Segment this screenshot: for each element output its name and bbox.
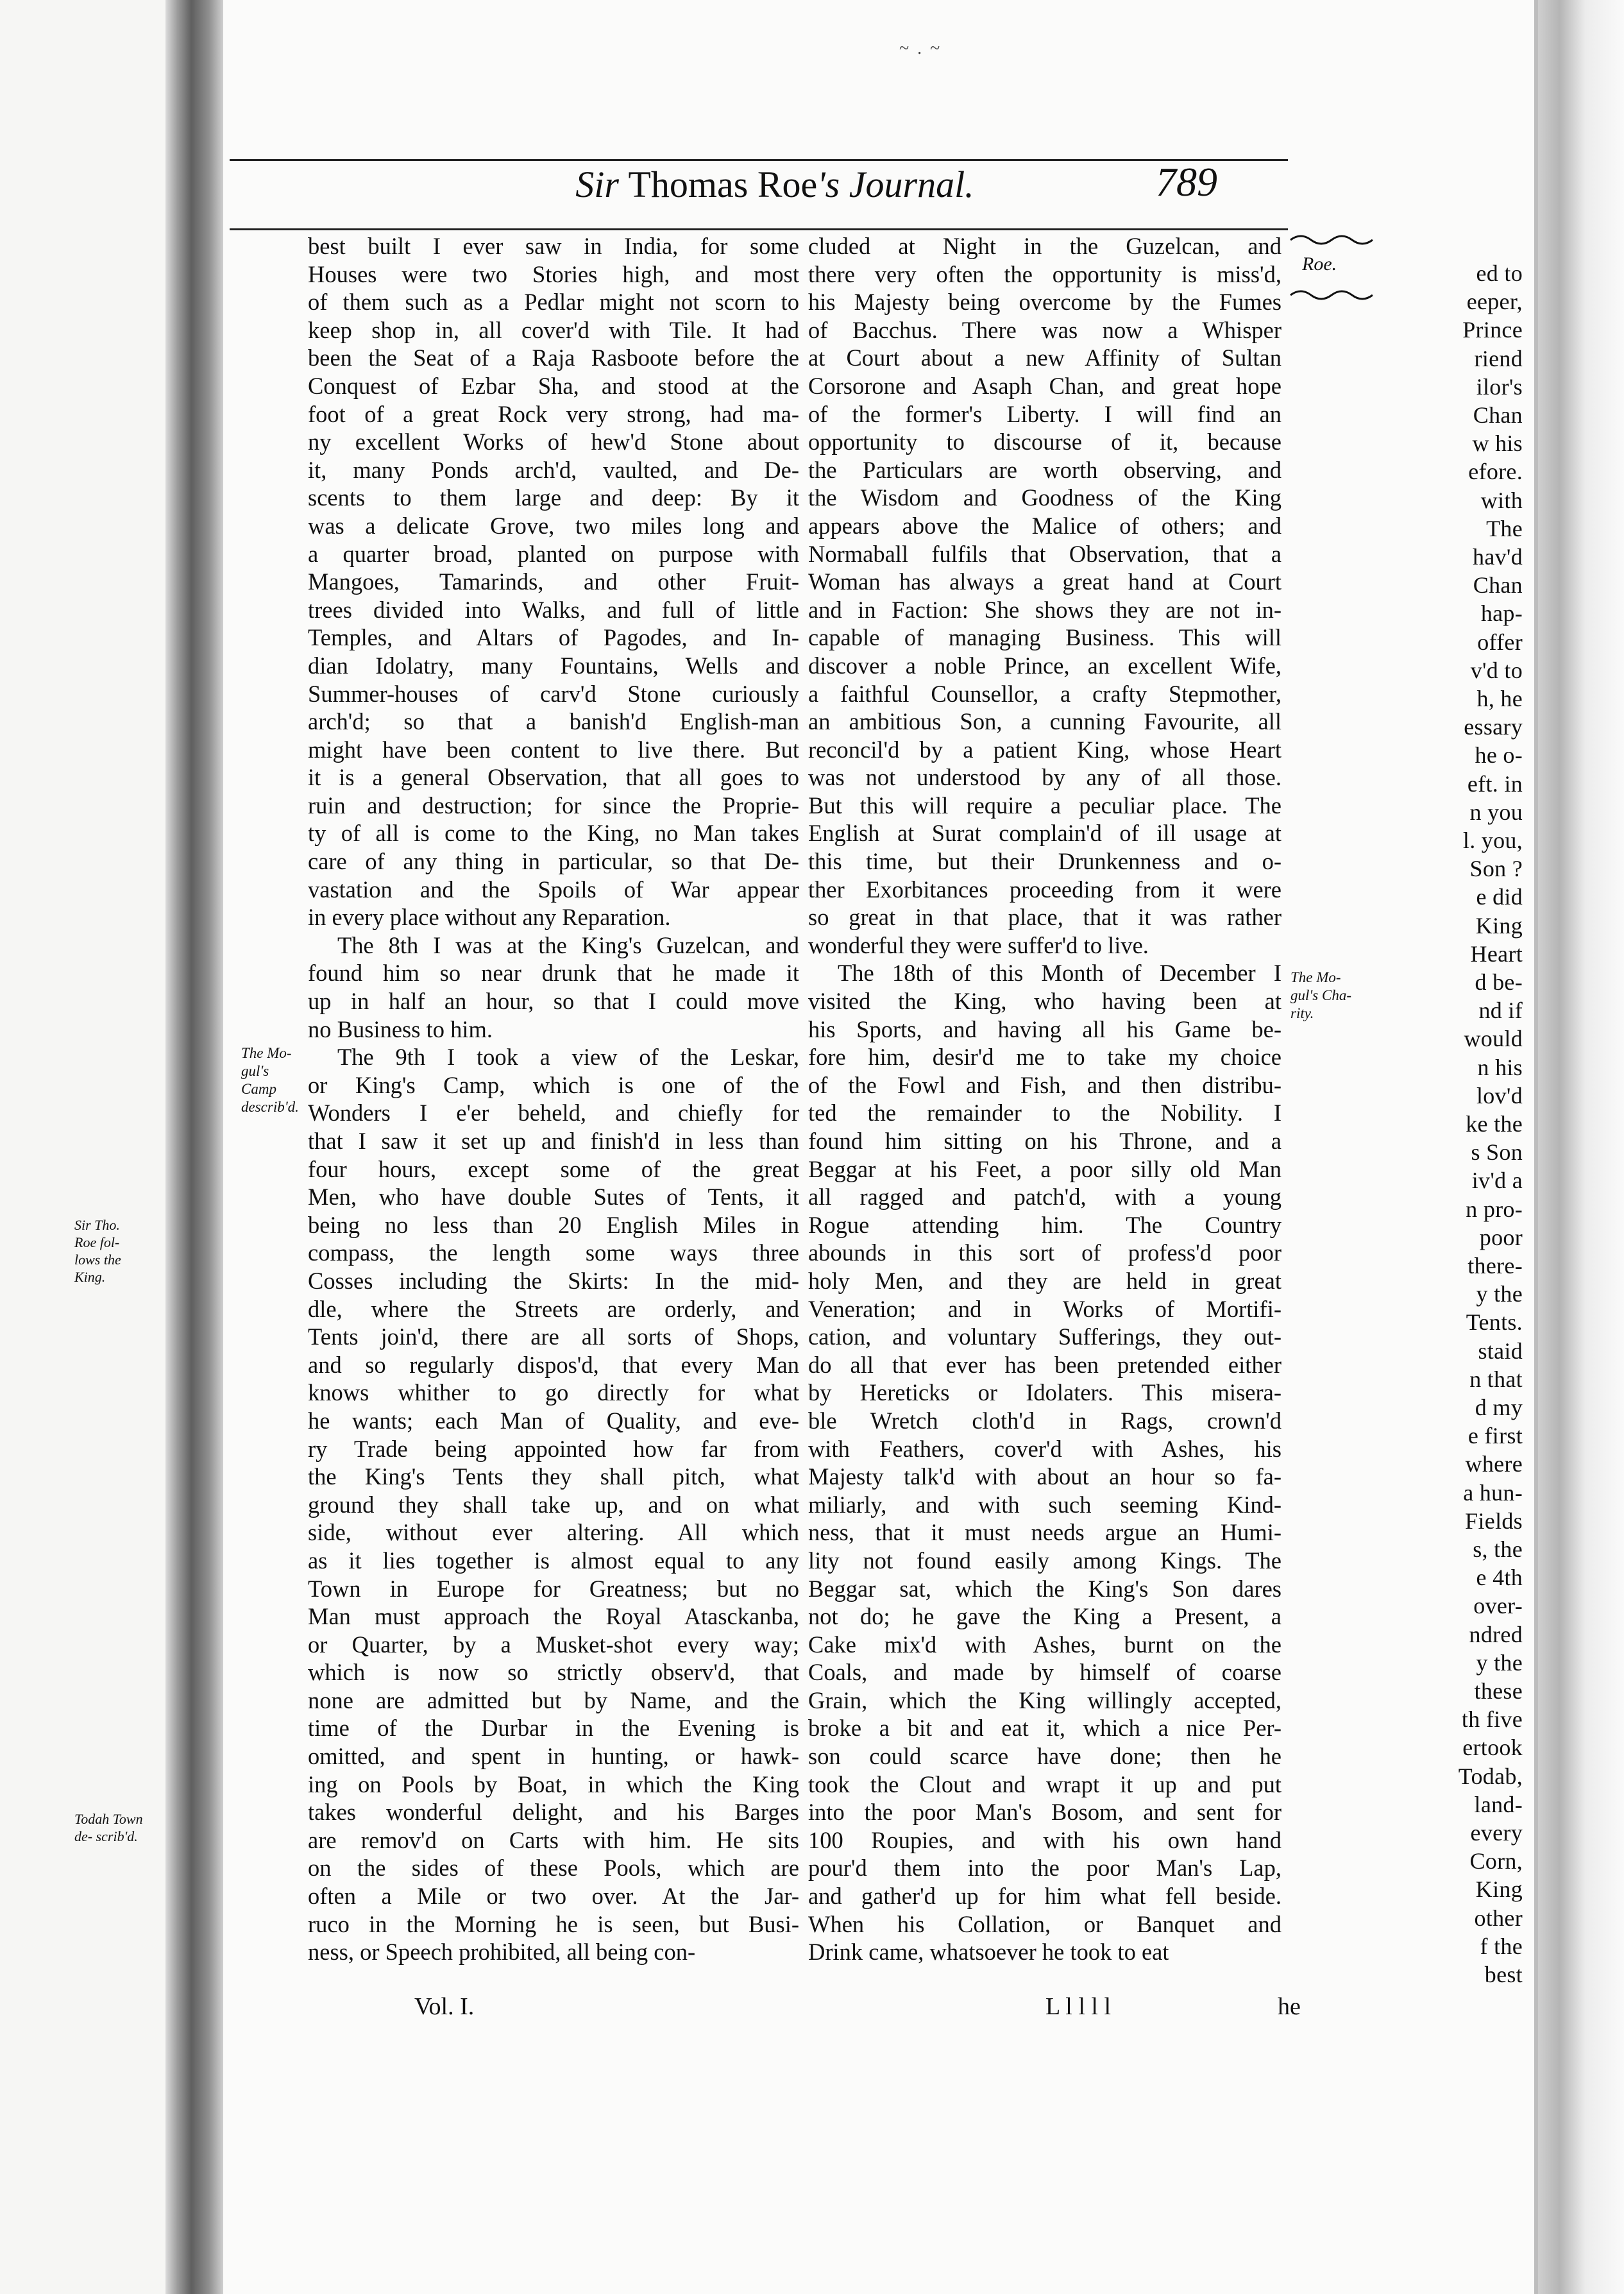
right-page-edges <box>1538 0 1624 2294</box>
left-page-line: would <box>1464 1026 1523 1052</box>
text-line: not do; he gave the King a Present, a <box>808 1603 1281 1630</box>
text-line: ness, or Speech prohibited, all being con- <box>308 1939 696 1966</box>
text-line: vastation and the Spoils of War appear <box>308 876 799 903</box>
text-line: Man must approach the Royal Atasckanba, <box>308 1603 799 1630</box>
text-line: and gather'd up for him what fell beside. <box>808 1883 1281 1910</box>
text-line: fore him, desir'd me to take my choice <box>808 1044 1281 1071</box>
left-page-line: best <box>1484 1962 1523 1987</box>
text-line: he wants; each Man of Quality, and eve- <box>308 1407 799 1434</box>
text-line: trees divided into Walks, and full of little <box>308 596 799 623</box>
left-page-line: Fields <box>1465 1508 1523 1534</box>
text-line: Beggar sat, which the King's Son dares <box>808 1575 1281 1602</box>
text-line: this time, but their Drunkenness and o- <box>808 848 1281 875</box>
text-line: all ragged and patch'd, with a young <box>808 1184 1281 1211</box>
text-line: there very often the opportunity is miss'd, <box>808 260 1281 287</box>
text-line: that I saw it set up and finish'd in less than <box>308 1128 799 1154</box>
left-page-line: ed to <box>1476 260 1523 286</box>
left-page-line: over- <box>1473 1593 1523 1619</box>
text-line: four hours, except some of the great <box>308 1155 799 1182</box>
text-line: ry Trade being appointed how far from <box>308 1435 799 1462</box>
margin-note-camp: The Mo- gul's Camp describ'd. <box>241 1045 299 1115</box>
text-line: ty of all is come to the King, no Man takes <box>308 820 799 847</box>
left-page-line: where <box>1465 1451 1523 1477</box>
text-line: dian Idolatry, many Fountains, Wells and <box>308 652 799 679</box>
catchword: he <box>1278 1993 1301 2020</box>
text-line: Veneration; and in Works of Mortifi- <box>808 1295 1281 1322</box>
text-line: omitted, and spent in hunting, or hawk- <box>308 1743 799 1770</box>
text-line: it, many Ponds arch'd, vaulted, and De- <box>308 456 799 483</box>
text-line: into the poor Man's Bosom, and sent for <box>808 1799 1281 1826</box>
text-line: abounds in this sort of profess'd poor <box>808 1239 1281 1266</box>
text-line: The 8th I was at the King's Guzelcan, and <box>337 931 799 958</box>
text-line: Summer-houses of carv'd Stone curiously <box>308 680 799 707</box>
left-page-margin-note: Sir Tho. Roe fol- lows the King. <box>74 1217 121 1285</box>
text-line: care of any thing in particular, so that De- <box>308 848 799 875</box>
text-line: it is a general Observation, that all goes to <box>308 764 799 791</box>
text-line: a quarter broad, planted on purpose with <box>308 540 799 567</box>
left-page-line: y the <box>1476 1649 1523 1676</box>
text-line: scents to them large and deep: By it <box>308 484 799 511</box>
left-page-line: eeper, <box>1466 289 1523 315</box>
left-page-line: ndred <box>1469 1621 1523 1647</box>
left-page-line: he o- <box>1475 742 1523 769</box>
text-line: being no less than 20 English Miles in <box>308 1211 799 1238</box>
text-line: up in half an hour, so that I could move <box>308 988 799 1015</box>
text-line: and in Faction: She shows they are not in- <box>808 596 1281 623</box>
running-head-name: Thomas Roe <box>628 164 818 205</box>
text-line: keep shop in, all cover'd with Tile. It had <box>308 316 799 343</box>
running-head-suffix: 's Journal. <box>817 164 974 205</box>
text-line: ing on Pools by Boat, in which the King <box>308 1771 799 1797</box>
left-page-line: e 4th <box>1476 1565 1523 1591</box>
left-page-line: these <box>1474 1678 1523 1704</box>
left-page-line: Prince <box>1462 317 1523 343</box>
text-line: son could scarce have done; then he <box>808 1743 1281 1770</box>
text-line: been the Seat of a Raja Rasboote before the <box>308 344 799 371</box>
text-line: English at Surat complain'd of ill usage at <box>808 820 1281 847</box>
text-line: Houses were two Stories high, and most <box>308 260 799 287</box>
left-page-line: King <box>1475 912 1523 939</box>
text-line: knows whither to go directly for what <box>308 1379 799 1406</box>
text-line: appears above the Malice of others; and <box>808 512 1281 539</box>
text-line: cation, and voluntary Sufferings, they out- <box>808 1323 1281 1350</box>
text-line: Tents join'd, there are all sorts of Shops, <box>308 1323 799 1350</box>
text-line: the King's Tents they shall pitch, what <box>308 1463 799 1490</box>
left-page-line: poor <box>1479 1224 1523 1250</box>
left-page-line: h, he <box>1476 686 1523 711</box>
left-page-line: e first <box>1468 1423 1523 1449</box>
running-head-prefix: Sir <box>575 164 629 205</box>
text-line: pour'd them into the poor Man's Lap, <box>808 1855 1281 1882</box>
text-line: arch'd; so that a banish'd English-man <box>308 708 799 735</box>
left-page-line: v'd to <box>1470 657 1523 683</box>
left-page-line: hav'd <box>1473 544 1523 570</box>
text-line: Woman has always a great hand at Court <box>808 568 1281 595</box>
left-page-line: a hun- <box>1463 1479 1523 1506</box>
text-line: Corsorone and Asaph Chan, and great hope <box>808 372 1281 399</box>
text-line: best built I ever saw in India, for some <box>308 233 799 259</box>
left-page-line: Chan <box>1473 402 1523 428</box>
text-line: at Court about a new Affinity of Sultan <box>808 344 1281 371</box>
text-line: was a delicate Grove, two miles long and <box>308 512 799 539</box>
text-line: side, without ever altering. All which <box>308 1519 799 1546</box>
text-line: lity not found easily among Kings. The <box>808 1547 1281 1574</box>
left-page-line: Son ? <box>1469 856 1523 882</box>
text-line: compass, the length some ways three <box>308 1239 799 1266</box>
text-line: Temples, and Altars of Pagodes, and In- <box>308 624 799 651</box>
left-page-line: nd if <box>1478 998 1523 1024</box>
text-line: Grain, which the King willingly accepted, <box>808 1687 1281 1713</box>
text-line: Majesty talk'd with about an hour so fa- <box>808 1463 1281 1490</box>
left-page-line: iv'd a <box>1471 1168 1523 1194</box>
text-line: an ambitious Son, a cunning Favourite, all <box>808 708 1281 735</box>
text-line: on the sides of these Pools, which are <box>308 1855 799 1882</box>
left-page-line: y the <box>1476 1281 1523 1307</box>
margin-note-charity: The Mo- gul's Cha- rity. <box>1290 969 1352 1021</box>
text-line: no Business to him. <box>308 1015 493 1042</box>
text-line: so great in that place, that it was rather <box>808 904 1281 931</box>
signature-mark: L l l l l <box>1045 1993 1112 2020</box>
text-line: The 9th I took a view of the Leskar, <box>337 1044 799 1071</box>
left-page-line: l. you, <box>1462 828 1523 853</box>
text-line: Normaball fulfils that Observation, that a <box>808 540 1281 567</box>
left-page-line: n his <box>1477 1054 1523 1080</box>
text-line: opportunity to discourse of it, because <box>808 429 1281 455</box>
text-line: as it lies together is almost equal to any <box>308 1547 799 1574</box>
left-page-line: s, the <box>1473 1536 1523 1562</box>
top-ornament: ~ . ~ <box>899 38 942 58</box>
left-page-margin-note: Todah Town de- scrib'd. <box>74 1811 143 1844</box>
text-line: found him sitting on his Throne, and a <box>808 1128 1281 1154</box>
left-page-line: with <box>1480 487 1523 513</box>
text-line: ness, that it must needs argue an Humi- <box>808 1519 1281 1546</box>
text-line: holy Men, and they are held in great <box>808 1267 1281 1294</box>
left-page-line: essary <box>1464 714 1523 740</box>
text-line: cluded at Night in the Guzelcan, and <box>808 233 1281 259</box>
text-line: takes wonderful delight, and his Barges <box>308 1799 799 1826</box>
left-page-line: King <box>1475 1876 1523 1903</box>
text-line: Coals, and made by himself of coarse <box>808 1659 1281 1686</box>
text-line: none are admitted but by Name, and the <box>308 1687 799 1713</box>
right-column <box>808 232 1281 1966</box>
text-line: Conquest of Ezbar Sha, and stood at the <box>308 372 799 399</box>
left-page-line: d be- <box>1475 969 1523 995</box>
text-line: 100 Roupies, and with his own hand <box>808 1826 1281 1853</box>
left-page-line: n pro- <box>1466 1196 1523 1222</box>
text-line: his Majesty being overcome by the Fumes <box>808 289 1281 316</box>
footer-volume: Vol. I. <box>414 1993 475 2020</box>
left-page-line: efore. <box>1468 459 1523 485</box>
text-line: might have been content to live there. But <box>308 736 799 763</box>
text-line: When his Collation, or Banquet and <box>808 1910 1281 1937</box>
text-line: But this will require a peculiar place. The <box>808 792 1281 819</box>
text-line: a faithful Counsellor, a crafty Stepmother, <box>808 680 1281 707</box>
page-number: 789 <box>1156 159 1217 205</box>
text-line: which is now so strictly observ'd, that <box>308 1659 799 1686</box>
text-line: Wonders I e'er beheld, and chiefly for <box>308 1100 799 1126</box>
left-page-line: f the <box>1480 1933 1523 1959</box>
text-line: his Sports, and having all his Game be- <box>808 1015 1281 1042</box>
left-page-line: ertook <box>1462 1735 1523 1761</box>
text-line: of the Fowl and Fish, and then distribu- <box>808 1071 1281 1098</box>
left-page-line: d my <box>1475 1395 1523 1420</box>
left-page-line: hap- <box>1480 600 1523 627</box>
text-line: by Hereticks or Idolaters. This misera- <box>808 1379 1281 1406</box>
left-page-line: ilor's <box>1476 373 1523 400</box>
text-line: ruco in the Morning he is seen, but Busi- <box>308 1910 799 1937</box>
left-page-line: n you <box>1469 799 1523 825</box>
text-line: the Wisdom and Goodness of the King <box>808 484 1281 511</box>
text-line: of the former's Liberty. I will find an <box>808 400 1281 427</box>
left-page-line: there- <box>1468 1253 1523 1279</box>
text-line: reconcil'd by a patient King, whose Heart <box>808 736 1281 763</box>
text-line: ther Exorbitances proceeding from it were <box>808 876 1281 903</box>
left-page-line: th five <box>1461 1706 1523 1733</box>
left-page-line: e did <box>1476 884 1523 910</box>
text-line: Drink came, whatsoever he took to eat <box>808 1939 1169 1966</box>
text-line: Rogue attending him. The Country <box>808 1211 1281 1238</box>
text-line: Mangoes, Tamarinds, and other Fruit- <box>308 568 799 595</box>
left-page-line: Tents. <box>1466 1309 1523 1336</box>
text-line: are remov'd on Carts with him. He sits <box>308 1826 799 1853</box>
text-line: took the Clout and wrapt it up and put <box>808 1771 1281 1797</box>
text-line: Town in Europe for Greatness; but no <box>308 1575 799 1602</box>
text-line: or King's Camp, which is one of the <box>308 1071 799 1098</box>
text-line: time of the Durbar in the Evening is <box>308 1715 799 1742</box>
text-line: ny excellent Works of hew'd Stone about <box>308 429 799 455</box>
text-line: was not understood by any of all those. <box>808 764 1281 791</box>
text-line: and so regularly dispos'd, that every Man <box>308 1351 799 1378</box>
text-line: dle, where the Streets are orderly, and <box>308 1295 799 1322</box>
left-page-line: riend <box>1474 345 1523 371</box>
left-page-line: other <box>1474 1905 1523 1931</box>
left-page-line: offer <box>1477 629 1523 655</box>
text-line: ground they shall take up, and on what <box>308 1491 799 1518</box>
left-page-line: ke the <box>1466 1111 1523 1137</box>
text-line: wonderful they were suffer'd to live. <box>808 931 1149 958</box>
left-page-line: The <box>1486 515 1523 541</box>
left-column <box>308 232 799 1966</box>
left-page-line: Corn, <box>1469 1848 1523 1874</box>
text-line: visited the King, who having been at <box>808 988 1281 1015</box>
text-line: Beggar at his Feet, a poor silly old Man <box>808 1155 1281 1182</box>
text-line: often a Mile or two over. At the Jar- <box>308 1883 799 1910</box>
left-page-line: Heart <box>1470 940 1523 967</box>
header-rule-bottom <box>230 228 1288 230</box>
left-page-line: w his <box>1472 430 1523 457</box>
left-page-fragment <box>0 0 165 2294</box>
left-page-line: lov'd <box>1476 1082 1523 1109</box>
text-line: Men, who have double Sutes of Tents, it <box>308 1184 799 1211</box>
left-page-line: land- <box>1474 1791 1523 1817</box>
left-page-line: eft. in <box>1467 770 1523 797</box>
text-line: Cake mix'd with Ashes, burnt on the <box>808 1631 1281 1658</box>
text-line: foot of a great Rock very strong, had ma- <box>308 400 799 427</box>
text-line: found him so near drunk that he made it <box>308 960 799 987</box>
text-line: discover a noble Prince, an excellent Wife, <box>808 652 1281 679</box>
text-line: ted the remainder to the Nobility. I <box>808 1100 1281 1126</box>
text-line: the Particulars are worth observing, and <box>808 456 1281 483</box>
left-page-line: s Son <box>1471 1139 1523 1166</box>
text-line: miliarly, and with such seeming Kind- <box>808 1491 1281 1518</box>
text-line: in every place without any Reparation. <box>308 904 671 931</box>
book-gutter <box>165 0 223 2294</box>
text-line: or Quarter, by a Musket-shot every way; <box>308 1631 799 1658</box>
margin-note-roe: Roe. <box>1302 253 1337 275</box>
left-page-line: Chan <box>1473 572 1523 599</box>
text-line: do all that ever has been pretended either <box>808 1351 1281 1378</box>
text-line: capable of managing Business. This will <box>808 624 1281 651</box>
running-head <box>544 159 1006 210</box>
text-line: broke a bit and eat it, which a nice Per- <box>808 1715 1281 1742</box>
text-line: Cosses including the Skirts: In the mid- <box>308 1267 799 1294</box>
left-page-line: n that <box>1469 1366 1523 1392</box>
left-page-line: Todab, <box>1458 1763 1523 1789</box>
text-line: of Bacchus. There was now a Whisper <box>808 316 1281 343</box>
text-line: of them such as a Pedlar might not scorn to <box>308 289 799 316</box>
left-page-line: staid <box>1478 1338 1523 1364</box>
text-line: ble Wretch cloth'd in Rags, crown'd <box>808 1407 1281 1434</box>
left-page-line: every <box>1470 1820 1523 1846</box>
text-line: with Feathers, cover'd with Ashes, his <box>808 1435 1281 1462</box>
text-line: ruin and destruction; for since the Proprie- <box>308 792 799 819</box>
text-line: The 18th of this Month of December I <box>838 960 1281 987</box>
